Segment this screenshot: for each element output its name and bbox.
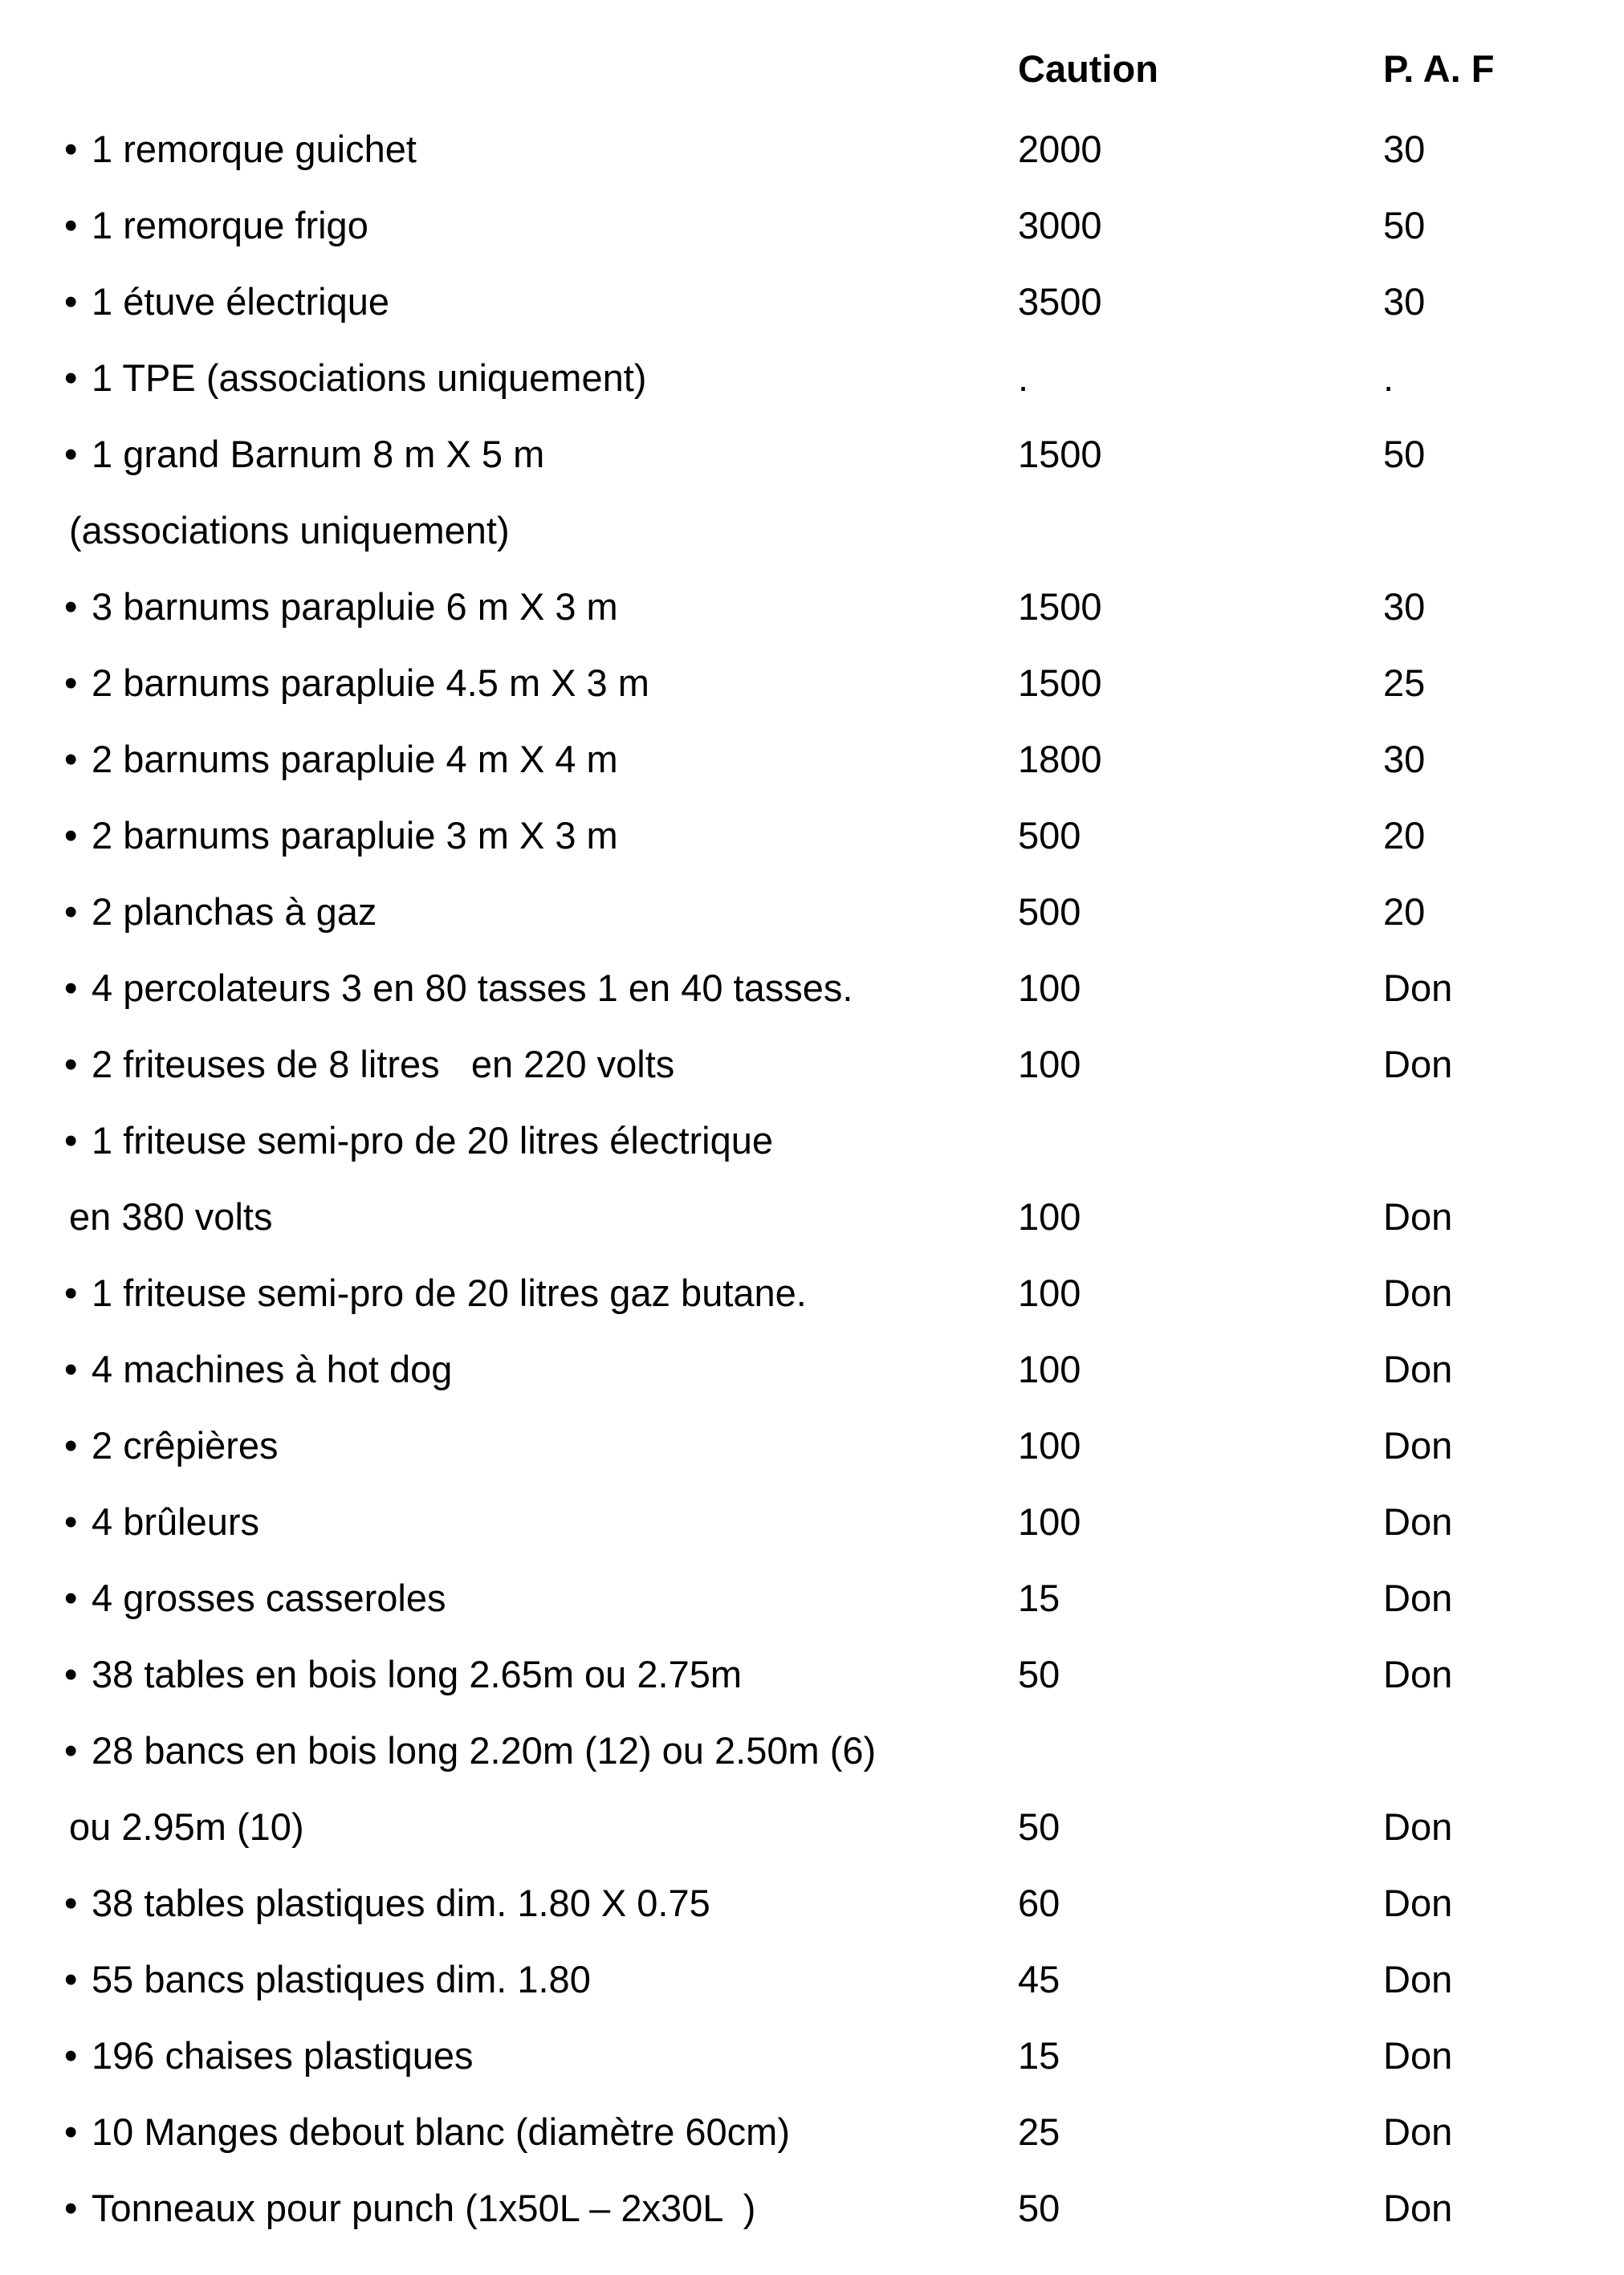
table-row xyxy=(0,187,1624,263)
caution-value: . xyxy=(1018,356,1029,399)
paf-value: 30 xyxy=(1383,738,1426,780)
caution-value: 2000 xyxy=(1018,128,1102,170)
paf-value: Don xyxy=(1383,1195,1453,1238)
item-label-text: Tonneaux pour punch (1x50L – 2x30L ) xyxy=(92,2187,756,2229)
caution-value: 60 xyxy=(1018,1882,1060,1924)
caution-value: 100 xyxy=(1018,1272,1081,1314)
table-row xyxy=(0,1941,1624,2017)
paf-value: 50 xyxy=(1383,433,1426,475)
item-label xyxy=(64,1102,773,1178)
caution-value: 15 xyxy=(1018,2034,1060,2077)
item-label xyxy=(64,187,368,263)
item-label-text: 4 brûleurs xyxy=(92,1500,259,1543)
item-label-text: 1 TPE (associations uniquement) xyxy=(92,356,647,399)
item-label-text: 2 crêpières xyxy=(92,1424,279,1467)
item-label xyxy=(64,2170,755,2246)
table-row xyxy=(0,2094,1624,2170)
bullet-icon: • xyxy=(64,1348,78,1390)
table-header-row xyxy=(0,31,1624,111)
paf-value: 20 xyxy=(1383,890,1426,933)
item-label-text: 2 barnums parapluie 4 m X 4 m xyxy=(92,738,618,780)
item-label xyxy=(64,416,544,492)
caution-value: 50 xyxy=(1018,2187,1060,2229)
paf-value: 30 xyxy=(1383,128,1426,170)
table-row xyxy=(0,1712,1624,1789)
table-row xyxy=(0,568,1624,645)
item-label xyxy=(64,797,618,873)
paf-value: Don xyxy=(1383,1882,1453,1924)
caution-value: 100 xyxy=(1018,967,1081,1009)
column-header-caution: Caution xyxy=(1018,47,1158,90)
table-body xyxy=(0,111,1624,2246)
item-label-text: 2 barnums parapluie 3 m X 3 m xyxy=(92,814,618,857)
item-label-text: 3 barnums parapluie 6 m X 3 m xyxy=(92,585,618,628)
item-label xyxy=(64,1255,807,1331)
caution-value: 3500 xyxy=(1018,280,1102,323)
caution-value: 1500 xyxy=(1018,661,1102,704)
table-row xyxy=(0,797,1624,873)
bullet-icon: • xyxy=(64,1043,78,1085)
table-row xyxy=(0,1178,1624,1255)
table-row xyxy=(0,645,1624,721)
table-row xyxy=(0,111,1624,187)
caution-value: 100 xyxy=(1018,1043,1081,1085)
item-label xyxy=(64,950,853,1026)
bullet-icon: • xyxy=(64,890,78,933)
item-label xyxy=(64,1483,259,1560)
caution-value: 50 xyxy=(1018,1653,1060,1695)
item-label-text: 38 tables en bois long 2.65m ou 2.75m xyxy=(92,1653,742,1695)
bullet-icon: • xyxy=(64,356,78,399)
item-label xyxy=(64,1560,446,1636)
column-header-paf: P. A. F xyxy=(1383,47,1495,90)
bullet-icon: • xyxy=(64,2187,78,2229)
item-label-text: 1 grand Barnum 8 m X 5 m xyxy=(92,433,545,475)
top-spacer xyxy=(0,0,1624,31)
caution-value: 45 xyxy=(1018,1958,1060,2000)
item-label xyxy=(64,1865,710,1941)
item-label-text: 1 remorque guichet xyxy=(92,128,417,170)
item-label xyxy=(64,1026,674,1102)
bullet-icon: • xyxy=(64,1653,78,1695)
paf-value: Don xyxy=(1383,967,1453,1009)
caution-value: 100 xyxy=(1018,1348,1081,1390)
bullet-icon: • xyxy=(64,1500,78,1543)
caution-value: 1500 xyxy=(1018,433,1102,475)
bullet-icon: • xyxy=(64,661,78,704)
table-row xyxy=(0,950,1624,1026)
paf-value: 30 xyxy=(1383,585,1426,628)
item-label xyxy=(64,568,618,645)
caution-value: 500 xyxy=(1018,890,1081,933)
bullet-icon: • xyxy=(64,1577,78,1619)
item-label xyxy=(64,1941,591,2017)
table-row xyxy=(0,2170,1624,2246)
table-row xyxy=(0,1026,1624,1102)
paf-value: 20 xyxy=(1383,814,1426,857)
bullet-icon: • xyxy=(64,204,78,246)
paf-value: Don xyxy=(1383,2110,1453,2153)
caution-value: 100 xyxy=(1018,1195,1081,1238)
table-row xyxy=(0,340,1624,416)
table-row xyxy=(0,2017,1624,2094)
table-row xyxy=(0,1636,1624,1712)
item-label-text: 2 friteuses de 8 litres en 220 volts xyxy=(92,1043,675,1085)
item-label-text: 2 planchas à gaz xyxy=(92,890,377,933)
item-label xyxy=(64,263,389,340)
item-label xyxy=(64,1407,279,1483)
item-label xyxy=(64,645,649,721)
caution-value: 100 xyxy=(1018,1424,1081,1467)
item-label-text: ou 2.95m (10) xyxy=(69,1805,304,1848)
bullet-icon: • xyxy=(64,1272,78,1314)
paf-value: 30 xyxy=(1383,280,1426,323)
table-row xyxy=(0,1789,1624,1865)
paf-value: Don xyxy=(1383,1577,1453,1619)
bullet-icon: • xyxy=(64,128,78,170)
item-label-text: 10 Manges debout blanc (diamètre 60cm) xyxy=(92,2110,790,2153)
table-row xyxy=(0,1483,1624,1560)
item-label-text: 196 chaises plastiques xyxy=(92,2034,474,2077)
item-label-text: 4 grosses casseroles xyxy=(92,1577,446,1619)
table-row xyxy=(0,873,1624,950)
caution-value: 25 xyxy=(1018,2110,1060,2153)
paf-value: Don xyxy=(1383,1653,1453,1695)
paf-value: Don xyxy=(1383,1348,1453,1390)
bullet-icon: • xyxy=(64,814,78,857)
item-label xyxy=(64,1636,742,1712)
table-row xyxy=(0,721,1624,797)
item-label xyxy=(64,340,646,416)
paf-value: Don xyxy=(1383,2034,1453,2077)
bullet-icon: • xyxy=(64,1958,78,2000)
table-row xyxy=(0,1865,1624,1941)
item-label xyxy=(64,2094,790,2170)
bullet-icon: • xyxy=(64,738,78,780)
table-row xyxy=(0,1331,1624,1407)
item-label xyxy=(64,111,417,187)
paf-value: 25 xyxy=(1383,661,1426,704)
item-label-text: 28 bancs en bois long 2.20m (12) ou 2.50m (6) xyxy=(92,1729,877,1772)
paf-value: Don xyxy=(1383,1958,1453,2000)
caution-value: 1800 xyxy=(1018,738,1102,780)
paf-value: Don xyxy=(1383,1500,1453,1543)
item-label-text: 1 remorque frigo xyxy=(92,204,368,246)
bullet-icon: • xyxy=(64,1729,78,1772)
paf-value: Don xyxy=(1383,1805,1453,1848)
caution-value: 1500 xyxy=(1018,585,1102,628)
item-label xyxy=(64,721,618,797)
caution-value: 500 xyxy=(1018,814,1081,857)
paf-value: Don xyxy=(1383,1272,1453,1314)
item-label xyxy=(64,873,376,950)
bullet-icon: • xyxy=(64,967,78,1009)
item-label-text: 38 tables plastiques dim. 1.80 X 0.75 xyxy=(92,1882,710,1924)
item-label-text: en 380 volts xyxy=(69,1195,273,1238)
caution-value: 50 xyxy=(1018,1805,1060,1848)
item-label-text: 1 étuve électrique xyxy=(92,280,390,323)
table-row xyxy=(0,1407,1624,1483)
bullet-icon: • xyxy=(64,433,78,475)
item-label xyxy=(64,2017,474,2094)
bullet-icon: • xyxy=(64,585,78,628)
bullet-icon: • xyxy=(64,1424,78,1467)
item-label xyxy=(64,1712,876,1789)
caution-value: 100 xyxy=(1018,1500,1081,1543)
item-label-continuation xyxy=(69,1178,272,1255)
paf-value: . xyxy=(1383,356,1394,399)
item-label xyxy=(64,1331,452,1407)
table-row xyxy=(0,1102,1624,1178)
item-label-continuation xyxy=(69,1789,304,1865)
paf-value: Don xyxy=(1383,1424,1453,1467)
paf-value: Don xyxy=(1383,1043,1453,1085)
table-row xyxy=(0,263,1624,340)
item-label-text: 55 bancs plastiques dim. 1.80 xyxy=(92,1958,591,2000)
table-row xyxy=(0,1560,1624,1636)
bullet-icon: • xyxy=(64,1882,78,1924)
caution-value: 3000 xyxy=(1018,204,1102,246)
item-label-text: (associations uniquement) xyxy=(69,509,510,551)
table-row xyxy=(0,416,1624,492)
bullet-icon: • xyxy=(64,2034,78,2077)
paf-value: 50 xyxy=(1383,204,1426,246)
item-label-text: 2 barnums parapluie 4.5 m X 3 m xyxy=(92,661,649,704)
item-label-text: 4 percolateurs 3 en 80 tasses 1 en 40 tasses. xyxy=(92,967,853,1009)
table-row xyxy=(0,1255,1624,1331)
item-label-text: 4 machines à hot dog xyxy=(92,1348,453,1390)
item-label-text: 1 friteuse semi-pro de 20 litres gaz butane. xyxy=(92,1272,807,1314)
caution-value: 15 xyxy=(1018,1577,1060,1619)
paf-value: Don xyxy=(1383,2187,1453,2229)
bullet-icon: • xyxy=(64,280,78,323)
bullet-icon: • xyxy=(64,1119,78,1162)
bullet-icon: • xyxy=(64,2110,78,2153)
item-label-text: 1 friteuse semi-pro de 20 litres électrique xyxy=(92,1119,774,1162)
table-row xyxy=(0,492,1624,568)
item-label-continuation xyxy=(69,492,510,568)
